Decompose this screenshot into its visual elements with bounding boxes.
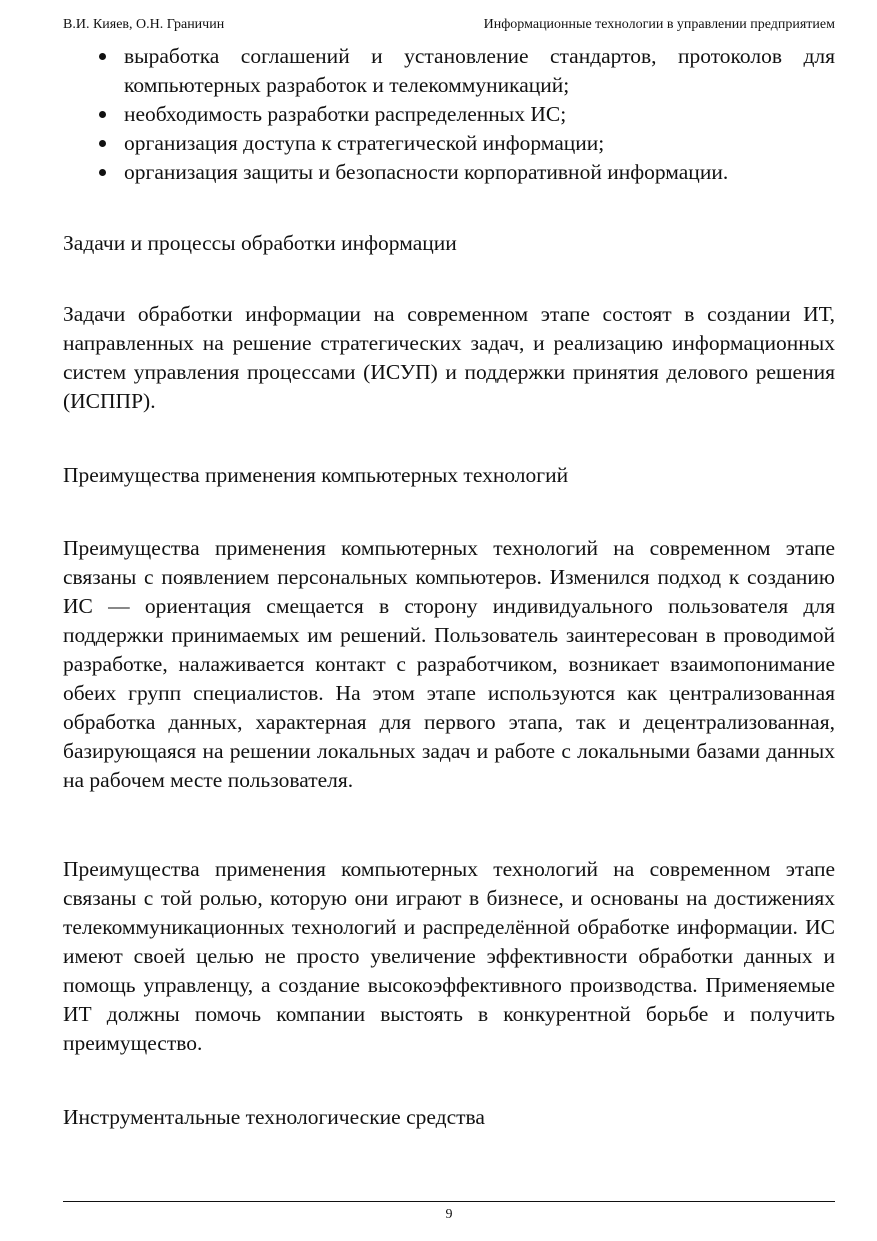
bullet-item: организация доступа к стратегической информации; (63, 129, 835, 158)
tasks-heading: Задачи и процессы обработки информации (63, 231, 457, 255)
bullet-list (63, 42, 835, 187)
bullet-icon (99, 53, 106, 60)
tools-heading: Инструментальные технологические средства (63, 1105, 485, 1129)
header-authors: В.И. Кияев, О.Н. Граничин (63, 17, 225, 32)
bullet-item: выработка соглашений и установление стандартов, протоколов для компьютерных разработок и телекоммуникаций; (63, 42, 835, 100)
footer-divider (63, 1201, 835, 1202)
advantages-paragraph-1: Преимущества применения компьютерных технологий на современном этапе связаны с появлением персональных компьютеров. Изменился подход к созданию ИС — ориентация смещается в сторону индивидуального пользователя для поддержки принимаемых им решений. Пользователь заинтересован в проводимой разработке, налаживается контакт с разработчиком, возникает взаимопонимание обеих групп специалистов. На этом этапе используются как централизованная обработка данных, характерная для первого этапа, так и децентрализованная, базирующаяся на решении локальных задач и работе с локальными базами данных на рабочем месте пользователя. (63, 536, 835, 792)
bullet-icon (99, 169, 106, 176)
bullet-item: организация защиты и безопасности корпоративной информации. (63, 158, 835, 187)
tasks-paragraph: Задачи обработки информации на современном этапе состоят в создании ИТ, направленных на решение стратегических задач, и реализацию информационных систем управления процессами (ИСУП) и поддержки принятия делового решения (ИСППР). (63, 302, 835, 413)
bullet-item: необходимость разработки распределенных ИС; (63, 100, 835, 129)
bullet-icon (99, 111, 106, 118)
advantages-heading: Преимущества применения компьютерных технологий (63, 463, 569, 487)
header-book-title: Информационные технологии в управлении предприятием (483, 17, 835, 32)
advantages-paragraph-2: Преимущества применения компьютерных технологий на современном этапе связаны с той ролью, которую они играют в бизнесе, и основаны на достижениях телекоммуникационных технологий и распределённой обработке информации. ИС имеют своей целью не просто увеличение эффективности обработки данных и помощь управленцу, а создание высокоэффективного производства. Применяемые ИТ должны помочь компании выстоять в конкурентной борьбе и получить преимущество. (63, 857, 835, 1055)
page-number: 9 (445, 1207, 453, 1222)
bullet-icon (99, 140, 106, 147)
running-header (63, 16, 835, 34)
